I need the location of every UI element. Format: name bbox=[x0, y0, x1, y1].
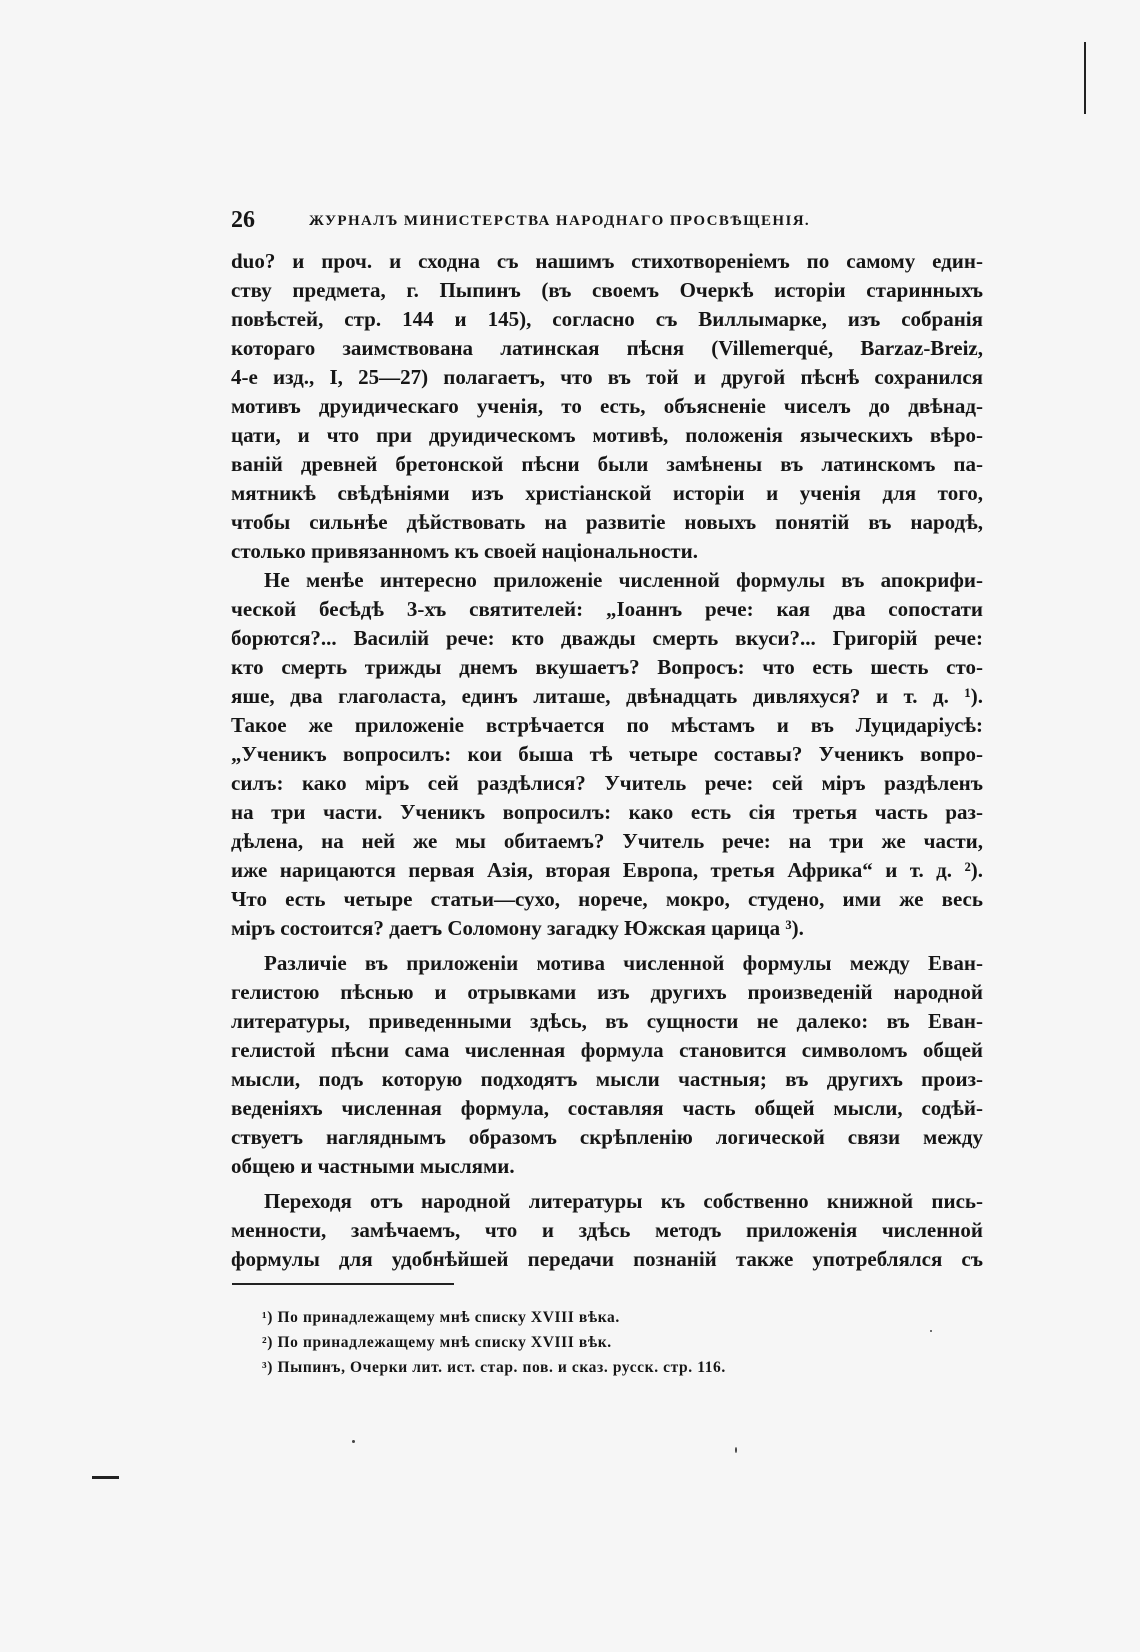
scan-speck bbox=[735, 1447, 737, 1453]
text-line: гелистою пѣснью и отрывками изъ другихъ произведеній народной bbox=[231, 980, 983, 1004]
scan-speck bbox=[930, 1330, 932, 1332]
footnote: ³) Пыпинъ, Очерки лит. ист. стар. пов. и сказ. русск. стр. 116. bbox=[262, 1359, 726, 1376]
footnote: ¹) По принадлежащему мнѣ списку XVIII вѣка. bbox=[262, 1309, 620, 1326]
text-line: менности, замѣчаемъ, что и здѣсь методъ приложенія численной bbox=[231, 1218, 983, 1242]
text-line: яше, два глаголаста, единъ литаше, двѣнадцать дивляхуся? и т. д. ¹). bbox=[231, 684, 983, 708]
text-line: duo? и проч. и сходна съ нашимъ стихотвореніемъ по самому един- bbox=[231, 249, 983, 273]
text-line: силъ: како міръ сей раздѣлися? Учитель рече: сей міръ раздѣленъ bbox=[231, 771, 983, 795]
text-line: мятникѣ свѣдѣніями изъ христіанской исторіи и ученія для того, bbox=[231, 481, 983, 505]
text-line: веденіяхъ численная формула, составляя часть общей мысли, содѣй- bbox=[231, 1096, 983, 1120]
text-line: литературы, приведенными здѣсь, въ сущности не далеко: въ Еван- bbox=[231, 1009, 983, 1033]
text-line: иже нарицаются первая Азія, вторая Европа, третья Африка“ и т. д. ²). bbox=[231, 858, 983, 882]
text-line: повѣстей, стр. 144 и 145), согласно съ Виллымарке, изъ собранія bbox=[231, 307, 983, 331]
text-line: столько привязанномъ къ своей національности. bbox=[231, 539, 698, 563]
text-line: Переходя отъ народной литературы къ собственно книжной пись- bbox=[264, 1189, 983, 1213]
text-line: ствуетъ нагляднымъ образомъ скрѣпленію логической связи между bbox=[231, 1125, 983, 1149]
text-line: котораго заимствована латинская пѣсня (Villemerqué, Barzaz-Breiz, bbox=[231, 336, 983, 360]
footnote: ²) По принадлежащему мнѣ списку XVIII вѣк. bbox=[262, 1334, 612, 1351]
text-line: чтобы сильнѣе дѣйствовать на развитіе новыхъ понятій въ народѣ, bbox=[231, 510, 983, 534]
text-line: Что есть четыре статьи—сухо, норече, мокро, студено, ими же весь bbox=[231, 887, 983, 911]
text-line: мотивъ друидическаго ученія, то есть, объясненіе чиселъ до двѣнад- bbox=[231, 394, 983, 418]
text-line: 4-е изд., I, 25—27) полагаетъ, что въ той и другой пѣснѣ сохранился bbox=[231, 365, 983, 389]
margin-mark bbox=[92, 1476, 119, 1479]
footnotes bbox=[262, 1305, 962, 1380]
text-line: Различіе въ приложеніи мотива численной формулы между Еван- bbox=[264, 951, 983, 975]
text-line: мысли, подъ которую подходятъ мысли частныя; въ другихъ произ- bbox=[231, 1067, 983, 1091]
scan-speck bbox=[352, 1440, 355, 1443]
footnote-rule bbox=[232, 1283, 454, 1285]
page-number: 26 bbox=[231, 207, 255, 233]
text-line: Не менѣе интересно приложеніе численной формулы въ апокрифи- bbox=[264, 568, 983, 592]
text-line: кто смерть трижды днемъ вкушаетъ? Вопросъ: что есть шесть сто- bbox=[231, 655, 983, 679]
text-line: ству предмета, г. Пыпинъ (въ своемъ Очеркѣ исторіи старинныхъ bbox=[231, 278, 983, 302]
text-line: на три части. Ученикъ вопросилъ: како есть сія третья часть раз- bbox=[231, 800, 983, 824]
text-line: борются?... Василій рече: кто дважды смерть вкуси?... Григорій рече: bbox=[231, 626, 983, 650]
text-line: формулы для удобнѣйшей передачи познаній также употреблялся съ bbox=[231, 1247, 983, 1271]
text-line: дѣлена, на ней же мы обитаемъ? Учитель рече: на три же части, bbox=[231, 829, 983, 853]
text-line: „Ученикъ вопросилъ: кои быша тѣ четыре составы? Ученикъ вопро- bbox=[231, 742, 983, 766]
text-line: ческой бесѣдѣ 3-хъ святителей: „Іоаннъ рече: кая два сопостати bbox=[231, 597, 983, 621]
text-line: ваній древней бретонской пѣсни были замѣнены въ латинскомъ па- bbox=[231, 452, 983, 476]
running-head bbox=[231, 205, 983, 235]
text-line: міръ состоится? даетъ Соломону загадку Южская царица ³). bbox=[231, 916, 804, 940]
running-title: ЖУРНАЛЪ МИНИСТЕРСТВА НАРОДНАГО ПРОСВѢЩЕНІЯ. bbox=[309, 213, 811, 229]
text-line: гелистой пѣсни сама численная формула становится символомъ общей bbox=[231, 1038, 983, 1062]
body-text bbox=[231, 247, 983, 1274]
text-line: цати, и что при друидическомъ мотивѣ, положенія языческихъ вѣро- bbox=[231, 423, 983, 447]
page-edge-line bbox=[1084, 42, 1086, 114]
text-line: общею и частными мыслями. bbox=[231, 1154, 515, 1178]
text-line: Такое же приложеніе встрѣчается по мѣстамъ и въ Луцидаріусѣ: bbox=[231, 713, 983, 737]
